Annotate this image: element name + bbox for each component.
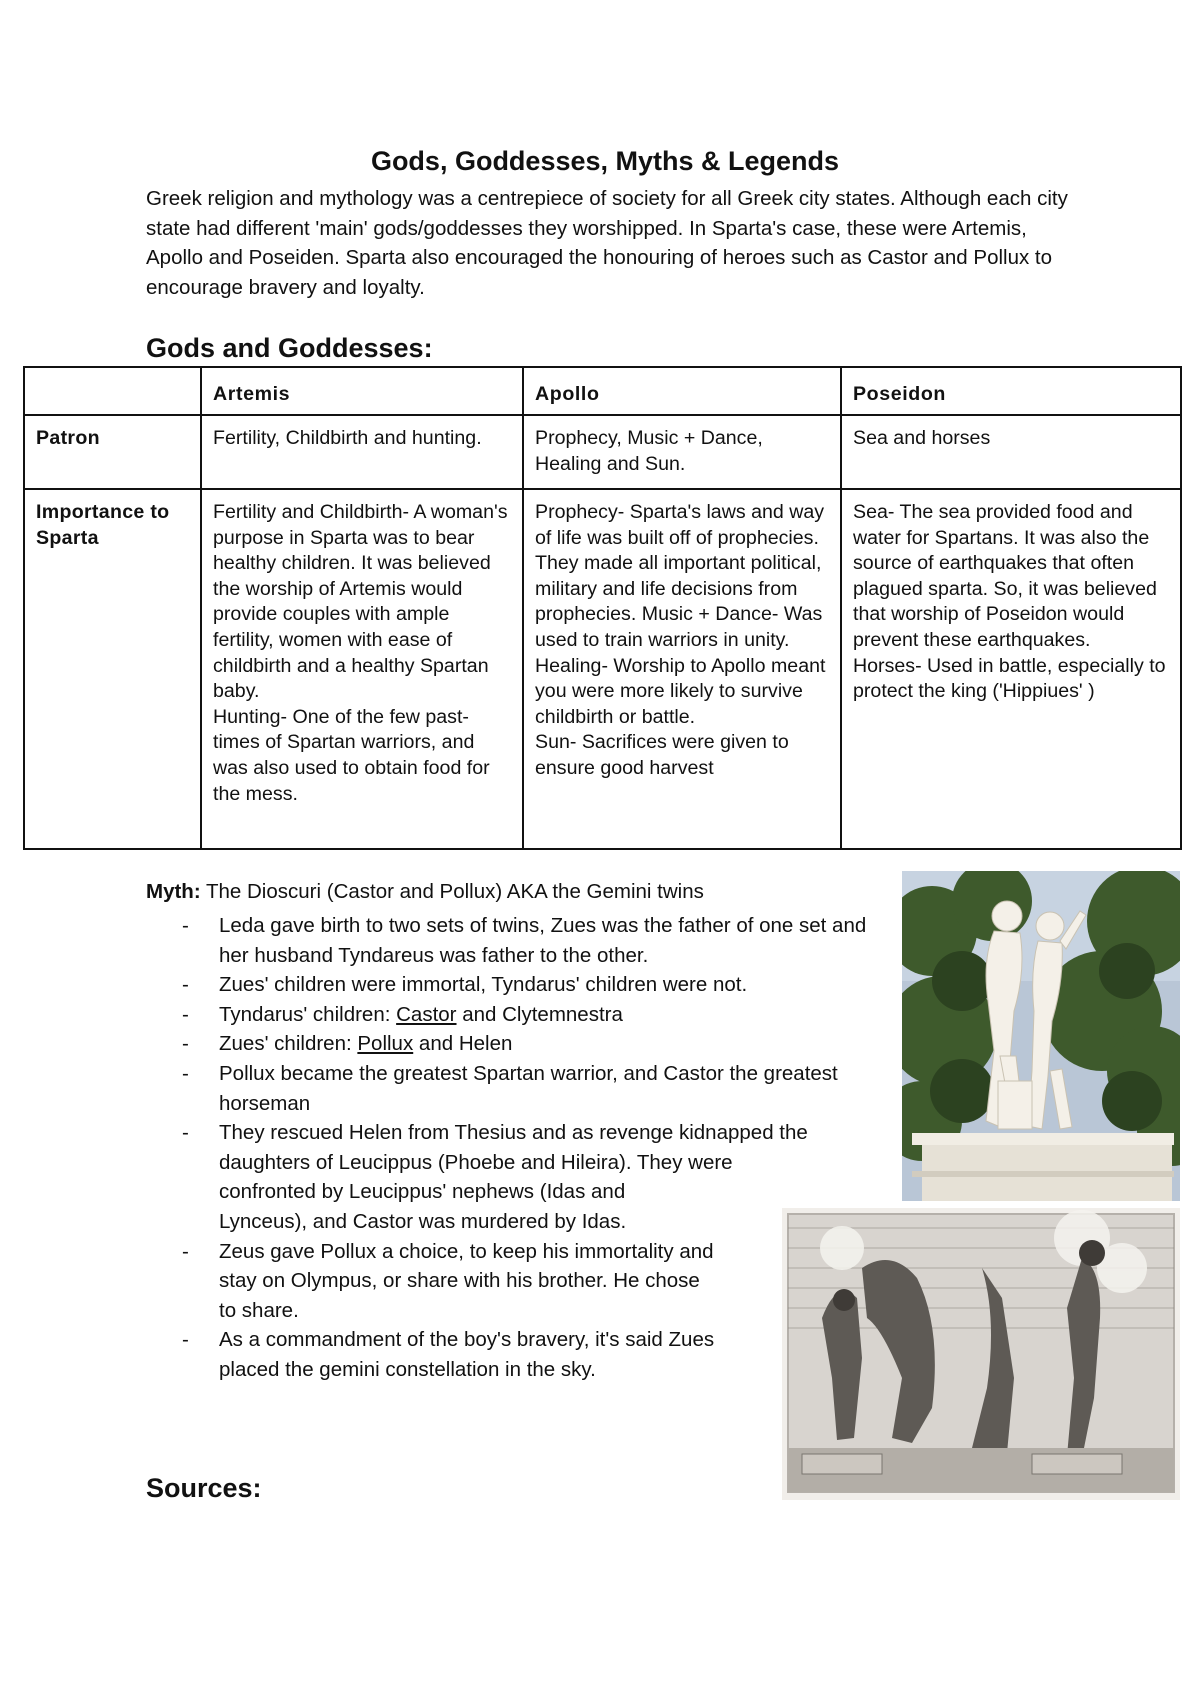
- sources-heading: Sources:: [146, 1473, 262, 1503]
- castor-link[interactable]: Castor: [396, 1002, 457, 1026]
- list-item-text: and Clytemnestra: [456, 1002, 623, 1026]
- dash-bullet: -: [182, 1032, 189, 1056]
- list-item-text: Zues' children were immortal, Tyndarus' children were not.: [219, 973, 748, 997]
- list-item-text: They rescued Helen from Thesius and as revenge kidnapped the daughters of Leucippus (Phoebe and Hileira). They were confronted by Leucippus' nephews (Idas and Lynceus), and Castor was murdered by Idas.: [219, 1121, 808, 1233]
- engraving-image: [782, 1208, 1180, 1500]
- table-header-cell: [24, 367, 201, 415]
- pollux-link[interactable]: Pollux: [357, 1032, 414, 1056]
- list-item: [146, 970, 894, 1000]
- list-item: [146, 911, 894, 970]
- table-row: [24, 415, 1181, 489]
- list-item-text: Zues' children:: [219, 1032, 358, 1056]
- dash-bullet: -: [182, 1328, 189, 1352]
- intro-paragraph: Greek religion and mythology was a centrepiece of society for all Greek city states. Although each city state had different 'main' gods/goddesses they worshipped. In Sparta's case, these were Artemis, Apollo and Poseiden. Sparta also encouraged the honouring of heroes such as Castor and Pollux to encourage bravery and loyalty.: [146, 187, 1068, 299]
- table-cell: Sea- The sea provided food and water for Spartans. It was also the source of earthquakes that often plagued sparta. So, it was believed that worship of Poseidon would prevent these earthquakes. Horses- Used in battle, especially to protect the king ('Hippiues' ): [841, 489, 1181, 849]
- dash-bullet: -: [182, 1121, 189, 1145]
- gods-table: [23, 366, 1182, 850]
- dash-bullet: -: [182, 973, 189, 997]
- list-item-text: Leda gave birth to two sets of twins, Zues was the father of one set and her husband Tyndareus was father to the other.: [219, 914, 867, 967]
- dash-bullet: -: [182, 1061, 189, 1085]
- table-header-poseidon: Poseidon: [841, 367, 1181, 415]
- list-item: [146, 1029, 894, 1059]
- table-cell: Sea and horses: [841, 415, 1181, 489]
- gods-section-heading: Gods and Goddesses:: [146, 333, 433, 363]
- table-header-row: [24, 367, 1181, 415]
- page-title: Gods, Goddesses, Myths & Legends: [370, 146, 840, 176]
- table-cell: Prophecy, Music + Dance, Healing and Sun.: [523, 415, 841, 489]
- list-item-text: Zeus gave Pollux a choice, to keep his immortality and stay on Olympus, or share with his brother. He chose to share.: [219, 1239, 714, 1322]
- list-item-text: Pollux became the greatest Spartan warrior, and Castor the greatest horseman: [219, 1061, 838, 1115]
- dash-bullet: -: [182, 1002, 189, 1026]
- list-item: [146, 1000, 894, 1030]
- table-cell: Fertility, Childbirth and hunting.: [201, 415, 523, 489]
- dash-bullet: -: [182, 1239, 189, 1263]
- list-item-text: Tyndarus' children:: [219, 1002, 397, 1026]
- row-label-importance: Importance to Sparta: [24, 489, 201, 849]
- list-item-text: As a commandment of the boy's bravery, it's said Zues placed the gemini constellation in the sky.: [219, 1328, 715, 1381]
- table-row: [24, 489, 1181, 849]
- list-item-text: and Helen: [413, 1032, 513, 1056]
- statue-photo: [902, 871, 1180, 1201]
- dash-bullet: -: [182, 914, 189, 937]
- table-cell: Prophecy- Sparta's laws and way of life was built off of prophecies. They made all important political, military and life decisions from prophecies. Music + Dance- Was used to train warriors in unity. Healing- Worship to Apollo meant you were more likely to survive childbirth or battle. Sun- Sacrifices were given to ensure good harvest: [523, 489, 841, 849]
- table-cell: Fertility and Childbirth- A woman's purpose in Sparta was to bear healthy children. It was believed the worship of Artemis would provide couples with ample fertility, women with ease of childbirth and a healthy Spartan baby. Hunting- One of the few past-times of Spartan warriors, and was also used to obtain food for the mess.: [201, 489, 523, 849]
- list-item: [146, 1059, 894, 1118]
- myth-subject: The Dioscuri (Castor and Pollux) AKA the Gemini twins: [205, 880, 704, 903]
- table-header-artemis: Artemis: [201, 367, 523, 415]
- row-label-patron: Patron: [24, 415, 201, 489]
- myth-intro: [146, 880, 704, 904]
- table-header-apollo: Apollo: [523, 367, 841, 415]
- myth-label: Myth:: [146, 880, 201, 903]
